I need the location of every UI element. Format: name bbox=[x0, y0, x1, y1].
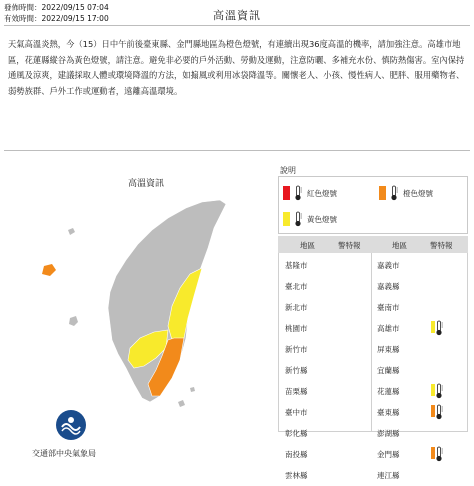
valid-time: 2022/09/15 17:00 bbox=[41, 14, 109, 23]
legend-item-red bbox=[283, 185, 337, 201]
orange-swatch bbox=[379, 186, 386, 200]
description: 天氣高溫炎熱，今（15）日中午前後臺東縣、金門縣地區為橙色燈號，有連續出現36度高溫的機率，請加強注意。高雄市地區，花蓮縣縱谷為黃色燈號，請注意。避免非必要的戶外活動、勞動及運動，注意防曬、多補充水份、慎防熱傷害。室內保持通風及涼爽，建議採取人體或環境降溫的方法，如搧風或利用冰袋降溫等。關懷老人、小孩、慢性病人、肥胖、服用藥物者、弱勢族群、戶外工作或運動者，遠離高溫環境。 bbox=[8, 39, 465, 96]
region-name: 花蓮縣 bbox=[377, 387, 400, 396]
taiwan-map bbox=[30, 188, 240, 410]
table-row bbox=[279, 381, 469, 402]
table-row bbox=[279, 360, 469, 381]
legend bbox=[278, 176, 468, 234]
region-matsu bbox=[68, 228, 75, 235]
region-name: 臺北市 bbox=[285, 282, 308, 291]
divider-top bbox=[4, 25, 470, 26]
table-row bbox=[279, 276, 469, 297]
table-header bbox=[278, 236, 468, 253]
region-name: 臺東縣 bbox=[377, 408, 400, 417]
valid-time-label: 有效時間： bbox=[4, 14, 42, 23]
table-row bbox=[279, 318, 469, 339]
region-name: 連江縣 bbox=[377, 471, 400, 480]
red-swatch bbox=[283, 186, 290, 200]
region-name: 高雄市 bbox=[377, 324, 400, 333]
legend-item-yellow bbox=[283, 211, 337, 227]
region-name: 新北市 bbox=[285, 303, 308, 312]
thermometer-orange-icon bbox=[431, 446, 445, 464]
region-penghu bbox=[69, 316, 78, 326]
thermometer-yellow-icon bbox=[431, 383, 445, 401]
thermometer-icon bbox=[293, 185, 303, 201]
weather-logo-icon bbox=[56, 410, 86, 440]
region-name: 臺南市 bbox=[377, 303, 400, 312]
table-row bbox=[279, 402, 469, 423]
region-name: 屏東縣 bbox=[377, 345, 400, 354]
table-row bbox=[279, 339, 469, 360]
region-green-island bbox=[190, 387, 195, 392]
region-table bbox=[278, 253, 468, 480]
table-row bbox=[279, 297, 469, 318]
region-name: 嘉義市 bbox=[377, 261, 400, 270]
region-name: 雲林縣 bbox=[285, 471, 308, 480]
region-name: 金門縣 bbox=[377, 450, 400, 459]
legend-item-orange bbox=[379, 185, 433, 201]
region-name: 澎湖縣 bbox=[377, 429, 400, 438]
legend-label-orange: 橙色燈號 bbox=[403, 188, 433, 198]
map-title: 高溫資訊 bbox=[128, 179, 165, 189]
thermometer-icon bbox=[293, 211, 303, 227]
thermometer-orange-icon bbox=[431, 404, 445, 422]
table-row bbox=[279, 465, 469, 486]
region-orchid-island bbox=[178, 400, 185, 407]
region-name: 南投縣 bbox=[285, 450, 308, 459]
col-header-area: 地區 bbox=[300, 241, 315, 250]
region-name: 宜蘭縣 bbox=[377, 366, 400, 375]
legend-title: 說明 bbox=[280, 166, 296, 175]
issue-time-label: 發佈時間： bbox=[4, 3, 42, 12]
region-name: 臺中市 bbox=[285, 408, 308, 417]
region-name: 新竹縣 bbox=[285, 366, 308, 375]
col-header-signal: 警特報 bbox=[430, 241, 453, 250]
region-name: 基隆市 bbox=[285, 261, 308, 270]
issue-time: 2022/09/15 07:04 bbox=[41, 3, 109, 12]
region-name: 新竹市 bbox=[285, 345, 308, 354]
agency-logo bbox=[56, 410, 86, 440]
region-name: 苗栗縣 bbox=[285, 387, 308, 396]
table-row bbox=[279, 255, 469, 276]
region-name: 彰化縣 bbox=[285, 429, 308, 438]
thermometer-yellow-icon bbox=[431, 320, 445, 338]
thermometer-icon bbox=[389, 185, 399, 201]
region-name: 桃園市 bbox=[285, 324, 308, 333]
legend-label-yellow: 黃色燈號 bbox=[307, 214, 337, 224]
col-header-area: 地區 bbox=[392, 241, 407, 250]
page-title: 高溫資訊 bbox=[213, 9, 261, 22]
table-row bbox=[279, 423, 469, 444]
legend-label-red: 紅色燈號 bbox=[307, 188, 337, 198]
table-row bbox=[279, 444, 469, 465]
divider-middle bbox=[4, 150, 470, 151]
agency-name: 交通部中央氣象局 bbox=[32, 449, 96, 458]
region-name: 嘉義縣 bbox=[377, 282, 400, 291]
col-header-signal: 警特報 bbox=[338, 241, 361, 250]
yellow-swatch bbox=[283, 212, 290, 226]
region-kinmen bbox=[42, 264, 56, 276]
